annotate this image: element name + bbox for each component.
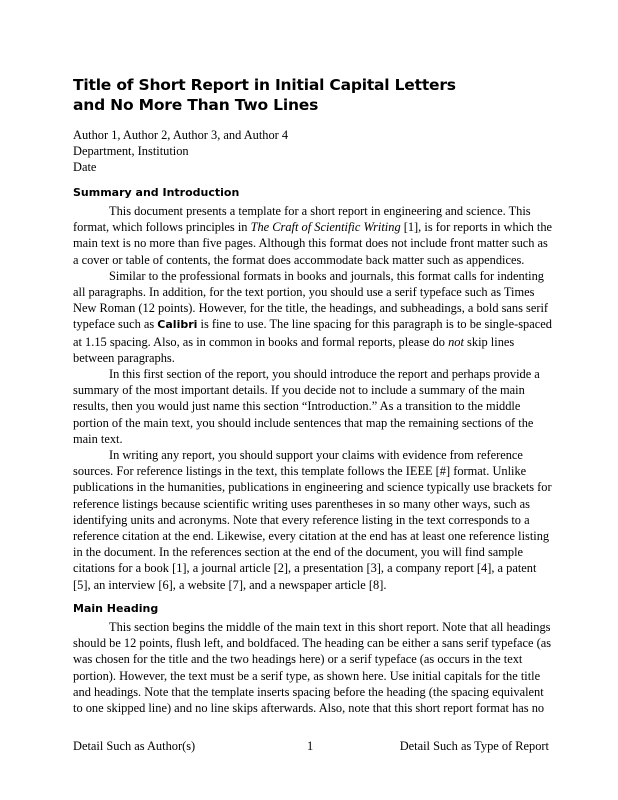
text-line: all paragraphs. In addition, for the text portion, you should use a serif typeface such as Times <box>73 285 535 300</box>
text-line: typeface such as Calibri is fine to use. The line spacing for this paragraph is to be single-spaced <box>73 317 552 332</box>
italic-book-title: The Craft of Scientific Writing <box>250 220 401 235</box>
paragraph <box>73 366 551 447</box>
text-line: to one skipped line) and no line skips afterwards. Also, note that this short report format has no <box>73 701 545 716</box>
text-line: was chosen for the title and the two headings here) or a serif typeface (as occurs in the text <box>73 652 523 667</box>
report-title <box>73 75 553 115</box>
paragraph <box>73 447 551 593</box>
page-number: 1 <box>307 739 314 753</box>
footer-author-detail: Detail Such as Author(s) <box>73 739 196 753</box>
text-line: results, then you would just name this section “Introduction.” As a transition to the middle <box>73 399 521 414</box>
section-heading-summary: Summary and Introduction <box>73 186 240 199</box>
section-body-summary <box>73 203 551 593</box>
text-line: should be 12 points, flush left, and boldfaced. The heading can be either a sans serif typeface (as <box>73 636 552 651</box>
text-line: portion of the main text, you should include sentences that map the remaining sections of the <box>73 415 534 430</box>
text-line: at 1.15 spacing. Also, as in common in books and formal reports, please do not skip lines <box>73 334 515 349</box>
section-heading-main: Main Heading <box>73 602 159 615</box>
text-line: This section begins the middle of the main text in this short report. Note that all headings <box>109 620 551 634</box>
text-line: summary of the most important details. If you decide not to include a summary of the main <box>73 383 525 398</box>
text-line: portion). However, the text must be a serif type, as shown here. Use initial capitals for the title <box>73 668 541 683</box>
paragraph <box>73 268 551 366</box>
text-line: main text. <box>73 431 123 446</box>
page-footer <box>73 738 549 754</box>
italic-word: not <box>448 334 464 349</box>
author-block <box>73 127 553 176</box>
text-line: This document presents a template for a short report in engineering and science. This <box>109 204 531 218</box>
text-line: and headings. Note that the template inserts spacing before the heading (the spacing equivalent <box>73 684 544 699</box>
text-line: identifying units and acronyms. Note that every reference listing in the text corresponds to a <box>73 512 530 527</box>
date: Date <box>73 160 97 175</box>
font-example: Calibri <box>157 318 198 332</box>
title-line-1: Title of Short Report in Initial Capital Letters <box>73 76 456 94</box>
text-line: sources. For reference listings in the text, this template follows the IEEE [#] format. Unlike <box>73 464 527 479</box>
text-line: a cover or table of contents, the format does accommodate back matter such as appendices. <box>73 252 525 267</box>
text-line: New Roman (12 points). However, for the title, the headings, and subheadings, a bold sans serif <box>73 301 549 316</box>
text-line: main text is no more than five pages. Although this format does not include front matter such as <box>73 236 548 251</box>
paragraph <box>73 203 551 268</box>
authors: Author 1, Author 2, Author 3, and Author 4 <box>73 128 289 142</box>
title-line-2: and No More Than Two Lines <box>73 96 319 114</box>
text-line: In writing any report, you should support your claims with evidence from reference <box>109 448 523 463</box>
text-line: In this first section of the report, you should introduce the report and perhaps provide a <box>109 367 540 382</box>
text-line: reference listings because scientific writing uses parentheses in so many other ways, such as <box>73 496 530 511</box>
paragraph <box>73 619 551 716</box>
text-line: [5], an interview [6], a website [7], and a newspaper article [8]. <box>73 577 387 592</box>
text-line: reference citation at the end. Likewise, every citation at the end has at least one reference listing <box>73 529 550 544</box>
text-line: Similar to the professional formats in books and journals, this format calls for indenting <box>109 268 544 283</box>
footer-report-type: Detail Such as Type of Report <box>399 739 549 753</box>
text-line: publications in the humanities, publications in engineering and science typically use brackets for <box>73 480 552 495</box>
text-line: format, which follows principles in The Craft of Scientific Writing [1], is for reports in which the <box>73 220 553 235</box>
text-line: citations for a book [1], a journal article [2], a presentation [3], a company report [4], a patent <box>73 561 537 576</box>
affiliation: Department, Institution <box>73 144 189 159</box>
section-body-main <box>73 619 551 716</box>
text-line: between paragraphs. <box>73 350 175 365</box>
text-line: in the document. In the references section at the end of the document, you will find sample <box>73 545 524 560</box>
